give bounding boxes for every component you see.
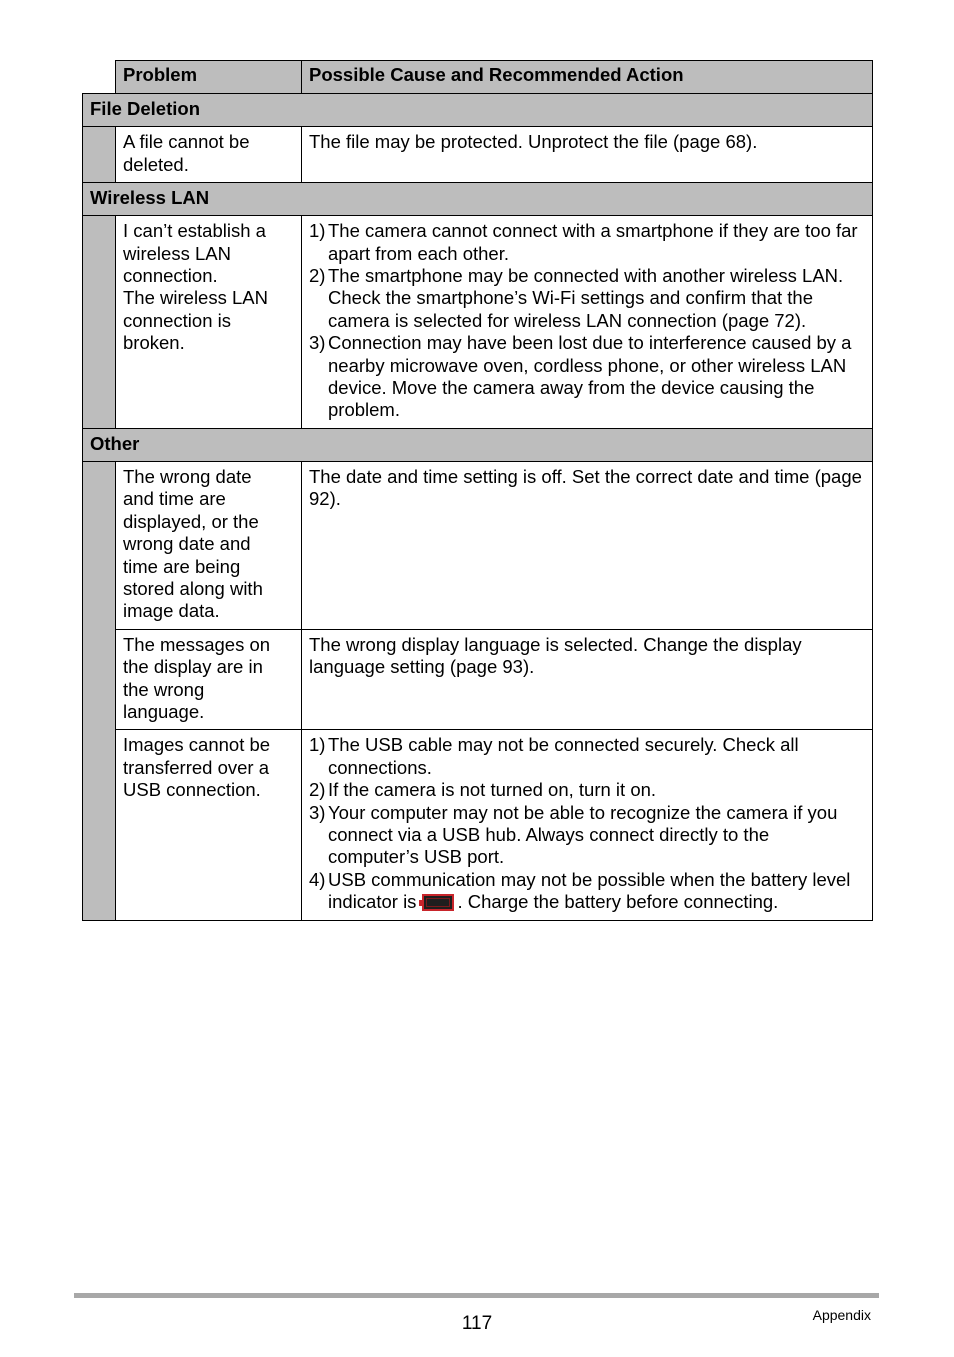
problem-line: connection. [123,265,218,287]
step-text: The USB cable may not be connected securely. Check all connections. [328,734,799,778]
problem-line: the display are in [123,656,263,678]
step-number: 1) [309,220,326,242]
step-number: 1) [309,734,326,756]
problem-line: and time are [123,488,226,510]
problem-line: USB connection. [123,779,261,801]
step-number: 2) [309,779,326,801]
table-row [83,461,873,629]
step-number: 3) [309,332,326,354]
problem-line: wireless LAN [123,242,231,264]
table-row [83,127,873,183]
problem-line: the wrong [123,678,205,700]
action-text: The file may be protected. Unprotect the file (page 68). [309,131,758,153]
row-gutter [83,127,116,183]
problem-line: deleted. [123,153,189,175]
table-row [83,629,873,730]
action-cell [302,127,873,183]
action-steps [309,734,865,913]
action-step [309,220,865,265]
problem-cell [116,629,302,730]
problem-line: I can’t establish a [123,220,266,242]
step-text: . Charge the battery before connecting. [457,891,779,913]
row-gutter [83,461,116,920]
table-header-row [83,61,873,94]
section-row-wireless-lan [83,183,873,216]
action-cell [302,730,873,920]
problem-cell [116,127,302,183]
action-steps [309,220,865,422]
step-number: 4) [309,868,326,890]
step-number: 2) [309,265,326,287]
section-title: Other [83,428,873,461]
step-text: If the camera is not turned on, turn it on. [328,779,657,801]
step-number: 3) [309,801,326,823]
step-text: USB communication may not be possible when the battery level indicator is [328,868,851,913]
row-gutter [83,216,116,429]
action-step [309,734,865,779]
problem-line: connection is [123,309,231,331]
problem-line: transferred over a [123,756,270,778]
battery-empty-icon [422,894,454,911]
problem-line: wrong date and [123,533,251,555]
action-step [309,332,865,422]
table-row [83,730,873,920]
troubleshooting-table [82,60,873,921]
problem-line: broken. [123,332,185,354]
problem-line: A file cannot be [123,131,250,153]
action-cell [302,216,873,429]
action-step [309,802,865,869]
action-step [309,779,865,801]
column-header-action: Possible Cause and Recommended Action [302,61,873,94]
section-row-other [83,428,873,461]
problem-line: displayed, or the [123,510,259,532]
problem-line: The wrong date [123,465,252,487]
footer-section-label: Appendix [812,1307,871,1323]
section-title: File Deletion [83,94,873,127]
action-text: The wrong display language is selected. Change the display language setting (page 93). [309,633,802,678]
problem-cell [116,730,302,920]
action-cell [302,461,873,629]
action-step [309,265,865,332]
problem-line: Images cannot be [123,734,271,756]
action-cell [302,629,873,730]
page-number: 117 [461,1313,493,1334]
problem-line: The messages on [123,633,271,655]
problem-line: language. [123,700,205,722]
footer-divider [74,1293,879,1298]
step-text: Your computer may not be able to recognize the camera if you connect via a USB hub. Always connect directly to the computer’s USB port. [328,801,838,868]
table-row [83,216,873,429]
problem-line: image data. [123,600,220,622]
step-text: Connection may have been lost due to interference caused by a nearby microwave oven, cordless phone, or other wireless LAN device. Move the camera away from the device causing the problem. [328,332,852,421]
header-spacer [83,61,116,94]
problem-line: time are being [123,555,241,577]
section-row-file-deletion [83,94,873,127]
action-step [309,869,865,914]
problem-cell [116,461,302,629]
problem-line: The wireless LAN [123,287,268,309]
step-text: The smartphone may be connected with another wireless LAN. Check the smartphone’s Wi-Fi settings and confirm that the camera is selected for wireless LAN connection (page 72). [328,265,844,331]
problem-line: stored along with [123,577,263,599]
column-header-problem: Problem [116,61,302,94]
section-title: Wireless LAN [83,183,873,216]
action-text: The date and time setting is off. Set the correct date and time (page 92). [309,465,862,510]
step-text: The camera cannot connect with a smartphone if they are too far apart from each other. [328,220,858,264]
problem-cell [116,216,302,429]
